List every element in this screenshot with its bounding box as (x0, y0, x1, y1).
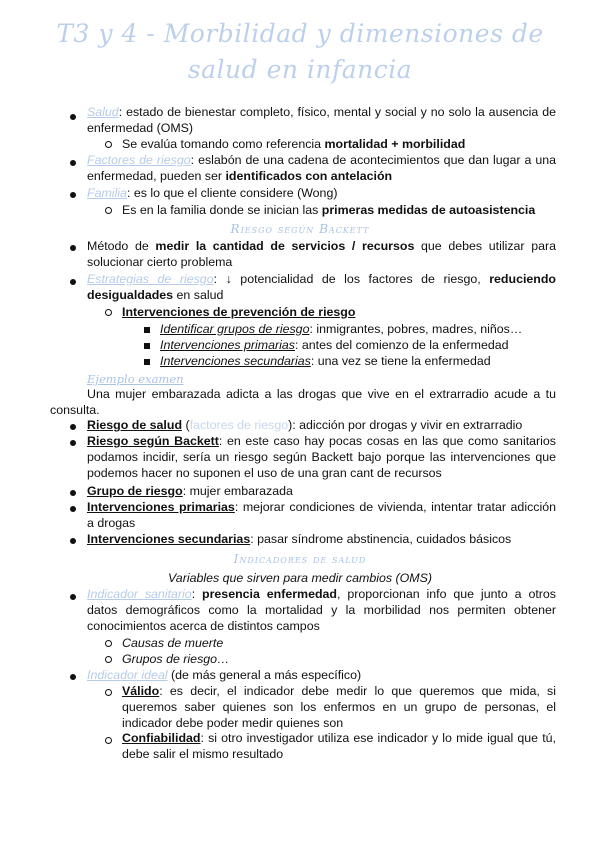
factores-bold: identificados con antelación (225, 168, 393, 183)
familia-sub-text: Es en la familia donde se inician las (122, 203, 322, 217)
bullet-icon (70, 192, 76, 198)
factores-text: : eslabón de una cadena de acontecimientos que dan lugar a una enfermedad, pueden ser (87, 153, 556, 183)
metodo-post: que debes utilizar para solucionar cierto problema (87, 239, 556, 269)
bullet-icon (70, 594, 76, 600)
riesgo-text: ): adicción por drogas y vivir en extrarradio (288, 418, 523, 432)
intervencion-text: : una vez se tiene la enfermedad (310, 354, 491, 368)
example-primarias (87, 500, 556, 532)
page-title: T3 y 4 - Morbilidad y dimensiones de salud en infancia (56, 19, 544, 84)
secundarias-text: : pasar síndrome abstinencia, cuidados básicos (250, 532, 512, 546)
riesgo-faint: factores de riesgo (189, 418, 289, 432)
familia-item (87, 186, 337, 201)
section-heading-indicadores: Indicadores de salud (233, 552, 367, 566)
circle-bullet-icon (105, 640, 112, 647)
salud-sub-text: Se evalúa tomando como referencia (122, 137, 325, 151)
indicadores-subtitle: Variables que sirven para medir cambios (OMS) (168, 571, 432, 585)
indicador-ideal-item (87, 668, 361, 683)
circle-bullet-icon (105, 309, 112, 316)
circle-bullet-icon (105, 737, 112, 744)
estrategias-text: : ↓ potencialidad de los factores de riesgo, (213, 272, 490, 286)
backett-text: : en este caso hay pocas cosas en las que como sanitarios podamos incidir, sería un riesgo según Backett bajo porque las intervenciones que podemos hacer no suponen el uso de una gran cant de recursos (87, 434, 557, 480)
valido-item (122, 684, 556, 731)
intervencion-item (160, 322, 522, 337)
riesgo-label: Riesgo de salud (87, 418, 183, 432)
bullet-icon (70, 424, 76, 430)
example-case: Una mujer embarazada adicta a las drogas que vive en el extrarradio acude a tu consulta. (50, 387, 556, 417)
familia-sub-bold: primeras medidas de autoasistencia (321, 203, 536, 217)
estrategias-term: Estrategias de riesgo (87, 272, 214, 286)
sanitario-term: Indicador sanitario (87, 587, 192, 601)
square-bullet-icon (144, 359, 150, 365)
intervencion-item (160, 354, 491, 369)
intervencion-label: Intervenciones primarias (160, 338, 295, 352)
familia-text: : es lo que el cliente considere (Wong) (126, 186, 338, 200)
square-bullet-icon (144, 343, 150, 349)
primarias-label: Intervenciones primarias (87, 500, 235, 514)
estrategias-bold: reduciendo desigualdades (87, 272, 556, 302)
circle-bullet-icon (105, 207, 112, 214)
indicador-sub-item: Grupos de riesgo… (122, 652, 230, 666)
intervencion-item (160, 338, 509, 353)
example-heading: Ejemplo examen (87, 372, 184, 386)
salud-sub-bold: mortalidad + morbilidad (324, 137, 466, 151)
primarias-text: : mejorar condiciones de vivienda, intentar tratar adicción a drogas (87, 500, 557, 530)
intervencion-label: Intervenciones secundarias (160, 354, 311, 368)
indicador-sanitario-item: Indicador sanitario: presencia enfermedad, proporcionan info que junto a otros datos demográficos como la mortalidad y la morbilidad nos permiten obtener conocimientos acerca de distintos campos (87, 587, 556, 633)
example-secundarias (87, 532, 511, 547)
factores-item (87, 153, 556, 185)
salud-text: : estado de bienestar completo, físico, mental y social y no solo la ausencia de enfermedad (OMS) (87, 105, 556, 135)
bullet-icon (70, 506, 76, 512)
salud-term: Salud (87, 105, 119, 119)
example-backett (87, 434, 556, 481)
bullet-icon (70, 245, 76, 251)
bullet-icon (70, 490, 76, 496)
intervenciones-title: Intervenciones de prevención de riesgo (122, 305, 356, 319)
grupo-text: : mujer embarazada (182, 484, 293, 498)
salud-item (87, 105, 556, 137)
familia-subitem (122, 203, 535, 218)
indicador-sub-item: Causas de muerte (122, 636, 224, 650)
confiabilidad-item (122, 731, 556, 763)
sanitario-bold: presencia enfermedad (202, 587, 337, 601)
circle-bullet-icon (105, 141, 112, 148)
valido-label: Válido (122, 684, 160, 698)
ideal-term: Indicador ideal (87, 668, 168, 682)
bullet-icon (70, 538, 76, 544)
salud-subitem (122, 137, 465, 152)
bullet-icon (70, 114, 76, 120)
factores-term: Factores de riesgo (87, 153, 191, 167)
metodo-text: Método de (87, 239, 156, 253)
intervencion-label: Identificar grupos de riesgo (160, 322, 310, 336)
example-riesgo: Riesgo de salud (factores de riesgo): adicción por drogas y vivir en extrarradio (87, 418, 523, 432)
ideal-text: (de más general a más específico) (167, 668, 362, 682)
sanitario-text: , proporcionan info que junto a otros datos demográficos como la mortalidad y la morbilidad nos permiten obtener conocimientos acerca de distintos campos (87, 587, 556, 633)
valido-text: : es decir, el indicador debe medir lo que queremos que mida, si queremos saber quienes son los enfermos en un grupo de personas, el indicador debe poder medir quienes son (122, 684, 556, 730)
confiabilidad-text: : si otro investigador utiliza ese indicador y lo mide igual que tú, debe salir el mismo resultado (122, 731, 556, 761)
familia-term: Familia (87, 186, 127, 200)
estrategias-item (87, 272, 556, 304)
metodo-bold: medir la cantidad de servicios / recursos (155, 239, 415, 253)
square-bullet-icon (144, 327, 150, 333)
circle-bullet-icon (105, 656, 112, 663)
metodo-item (87, 239, 556, 271)
intervencion-text: : inmigrantes, pobres, madres, niños… (309, 322, 523, 336)
secundarias-label: Intervenciones secundarias (87, 532, 251, 546)
backett-label: Riesgo según Backett (87, 434, 219, 448)
bullet-icon (70, 674, 76, 680)
example-grupo (87, 484, 293, 499)
bullet-icon (70, 440, 76, 446)
intervencion-text: : antes del comienzo de la enfermedad (294, 338, 509, 352)
section-heading-backett: Riesgo según Backett (230, 222, 370, 236)
confiabilidad-label: Confiabilidad (122, 731, 201, 745)
bullet-icon (70, 160, 76, 166)
grupo-label: Grupo de riesgo (87, 484, 183, 498)
estrategias-post: en salud (173, 287, 224, 302)
bullet-icon (70, 279, 76, 285)
circle-bullet-icon (105, 689, 112, 696)
